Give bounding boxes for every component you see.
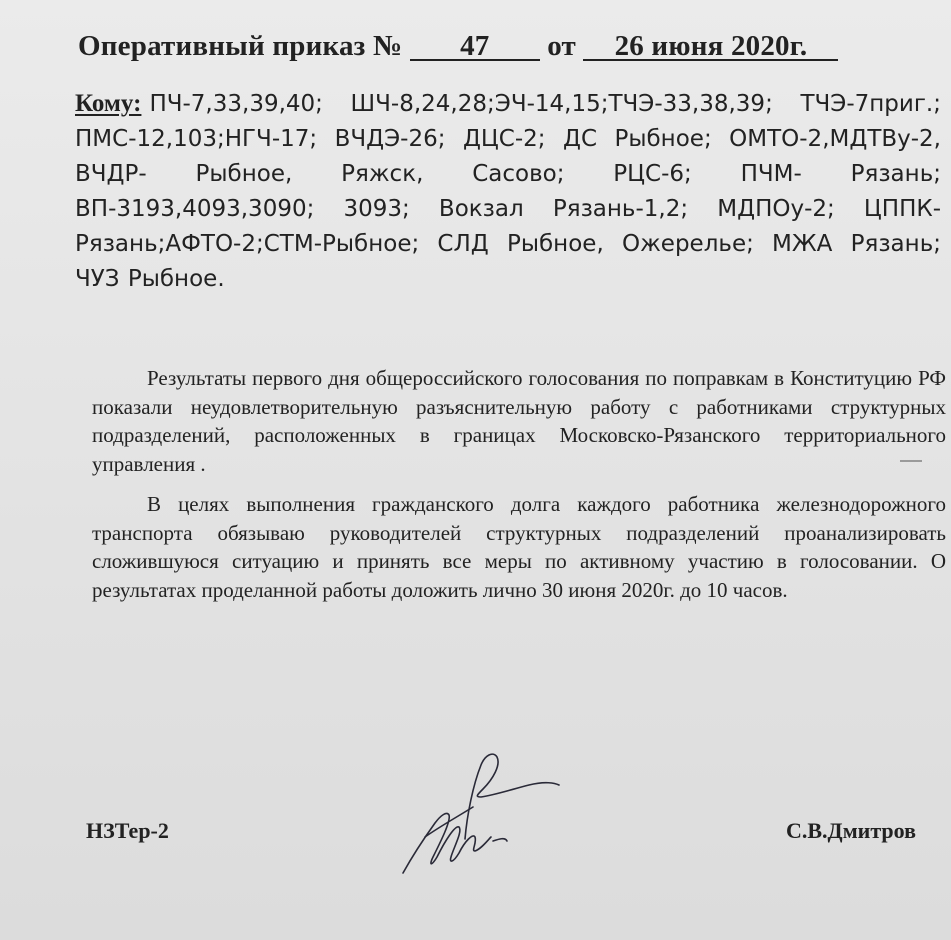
body-paragraph-1: Результаты первого дня общероссийского голосования по поправкам в Конституцию РФ показали неудовлетворительную разъяснительную работу с работниками структурных подразделений, расположенных в границах Московско-Рязанского территориального управления . [92,366,946,476]
recipients-list: ПЧ-7,33,39,40; ШЧ-8,24,28;ЭЧ-14,15;ТЧЭ-33,38,39; ТЧЭ-7приг.; ПМС-12,103;НГЧ-17; ВЧДЭ-26; ДЦС-2; ДС Рыбное; ОМТО-2,МДТВу-2, ВЧДР- Рыбное, Ряжск, Сасово; РЦС-6; ПЧМ- Рязань; ВП-3193,4093,3090; 3093; Вокзал Рязань-1,2; МДПОу-2; ЦППК-Рязань;АФТО-2;СТМ-Рыбное; СЛД Рыбное, Ожерелье; МЖА Рязань; ЧУЗ Рыбное. [75,91,941,292]
order-number: 47 [410,33,540,61]
signatory-name: С.В.Дмитров [786,818,917,843]
recipients-block [75,86,941,297]
stray-pen-mark [900,460,922,462]
recipients-label: Кому: [75,90,142,117]
order-body [92,364,946,616]
order-prefix: Оперативный приказ № [78,30,403,62]
signatory-position: НЗТер-2 [86,818,169,843]
date-prefix: от [547,30,576,62]
body-paragraph-2: В целях выполнения гражданского долга каждого работника железнодорожного транспорта обязываю руководителей структурных подразделений проанализировать сложившуюся ситуацию и принять все меры по активному участию в голосовании. О результатах проделанной работы доложить лично 30 июня 2020г. до 10 часов. [92,492,946,602]
handwritten-signature [395,745,570,880]
order-title [78,30,951,63]
order-date: 26 июня 2020г. [583,33,838,61]
